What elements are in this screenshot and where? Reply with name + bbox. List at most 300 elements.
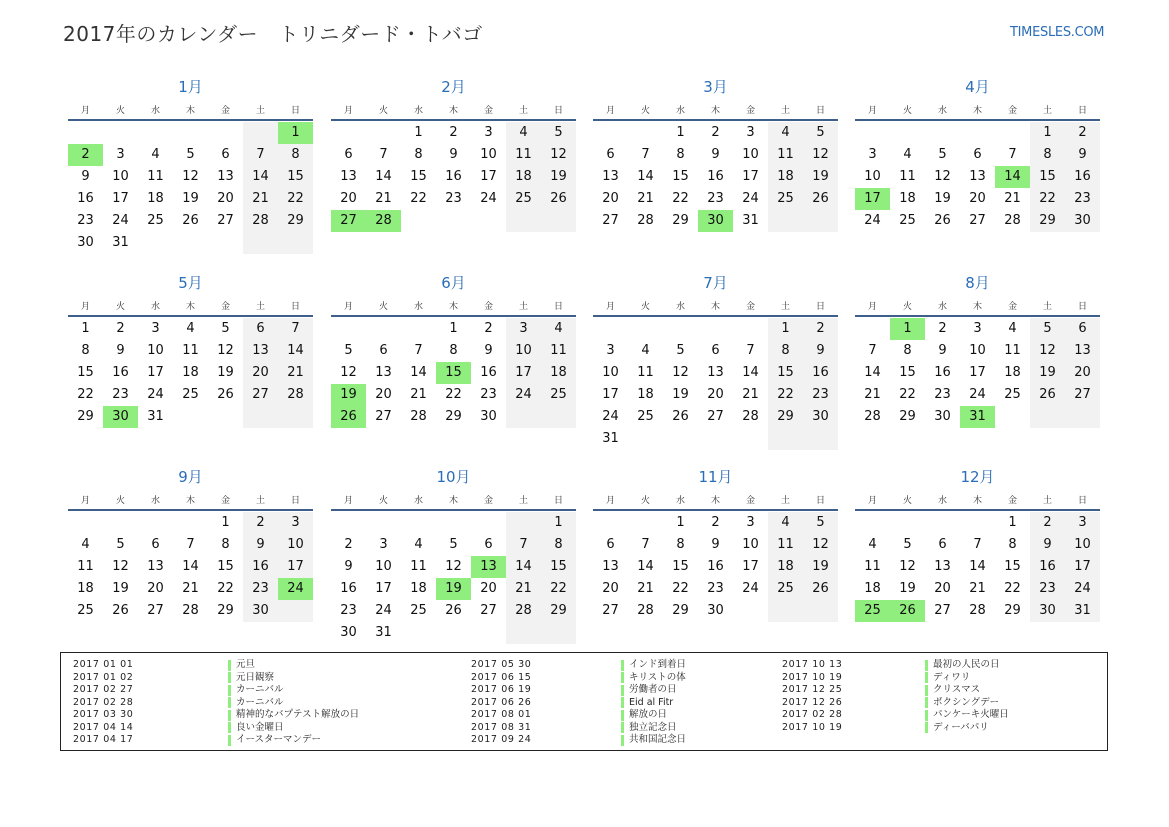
day-cell: 22 — [672, 191, 689, 206]
day-cell: 15 — [777, 365, 794, 380]
day-cell: 2 — [1078, 125, 1087, 140]
weekday-label: 木 — [972, 496, 982, 506]
holiday-name: ボクシングデー — [933, 696, 1000, 708]
holiday-date: 2017 10 19 — [782, 671, 843, 683]
weekday-label: 火 — [902, 496, 912, 506]
site-logo[interactable]: TIMESLES.COM — [1010, 25, 1105, 40]
weekday-label: 金 — [220, 496, 230, 506]
weekday-label: 月 — [80, 302, 90, 312]
day-cell: 3 — [1078, 515, 1087, 530]
day-cell: 20 — [217, 191, 234, 206]
month-4 — [855, 76, 1100, 256]
month-name: 8月 — [965, 274, 990, 292]
weekday-header — [593, 103, 838, 117]
day-cell: 29 — [217, 603, 234, 618]
day-cell: 31 — [112, 235, 129, 250]
holiday-marker — [621, 722, 624, 733]
day-cell: 11 — [515, 147, 532, 162]
day-cell: 15 — [672, 559, 689, 574]
holiday-name: 労働者の日 — [629, 684, 677, 695]
day-cell: 14 — [410, 365, 427, 380]
weekday-label: 月 — [80, 106, 90, 116]
header-rule — [68, 315, 313, 317]
day-cell: 3 — [519, 321, 528, 336]
weekday-label: 火 — [115, 302, 125, 312]
day-cell: 14 — [375, 169, 392, 184]
day-cell: 19 — [672, 387, 689, 402]
weekday-header — [855, 103, 1100, 117]
day-cell: 20 — [480, 581, 497, 596]
day-cell: 27 — [707, 409, 724, 424]
day-cell: 18 — [1004, 365, 1021, 380]
day-cell: 8 — [81, 343, 90, 358]
day-cell: 7 — [973, 537, 982, 552]
day-cell: 15 — [287, 169, 304, 184]
day-cell: 4 — [781, 515, 790, 530]
day-cell: 9 — [484, 343, 493, 358]
day-cell: 26 — [182, 213, 199, 228]
day-cell: 22 — [672, 581, 689, 596]
holiday-name: パンケーキ火曜日 — [933, 709, 1009, 720]
weekday-label: 水 — [675, 496, 685, 506]
month-name: 1月 — [178, 78, 203, 96]
weekday-header — [68, 493, 313, 507]
holiday-marker — [228, 660, 231, 671]
day-cell: 14 — [969, 559, 986, 574]
weekday-label: 月 — [80, 496, 90, 506]
month-name: 3月 — [703, 78, 728, 96]
day-cell: 7 — [641, 537, 650, 552]
day-cell: 11 — [637, 365, 654, 380]
day-cell: 29 — [1004, 603, 1021, 618]
day-cell: 9 — [1043, 537, 1052, 552]
day-cell: 28 — [637, 213, 654, 228]
day-cell: 19 — [217, 365, 234, 380]
day-cell: 18 — [777, 559, 794, 574]
weekday-label: 火 — [902, 302, 912, 312]
holiday-day-cell: 24 — [278, 578, 313, 600]
holiday-date: 2017 04 17 — [73, 734, 134, 745]
holiday-marker — [228, 672, 231, 683]
month-3 — [593, 76, 838, 256]
day-cell: 10 — [602, 365, 619, 380]
day-cell: 8 — [221, 537, 230, 552]
holiday-name: Eid al Fitr — [629, 696, 674, 708]
header-rule — [593, 509, 838, 511]
month-name: 4月 — [965, 78, 990, 96]
day-cell: 3 — [868, 147, 877, 162]
weekday-header — [855, 299, 1100, 313]
day-cell: 23 — [480, 387, 497, 402]
day-cell: 11 — [77, 559, 94, 574]
weekday-label: 木 — [972, 302, 982, 312]
day-cell: 23 — [707, 581, 724, 596]
day-cell: 25 — [777, 191, 794, 206]
weekday-header — [331, 299, 576, 313]
holiday-date: 2017 03 30 — [73, 709, 134, 720]
day-cell: 25 — [637, 409, 654, 424]
holiday-date: 2017 08 01 — [471, 709, 532, 720]
day-cell: 20 — [252, 365, 269, 380]
day-cell: 2 — [484, 321, 493, 336]
day-cell: 13 — [602, 169, 619, 184]
day-cell: 6 — [379, 343, 388, 358]
weekday-label: 木 — [710, 106, 720, 116]
day-cell: 20 — [934, 581, 951, 596]
month-name: 10月 — [436, 468, 471, 486]
day-cell: 26 — [217, 387, 234, 402]
day-cell: 14 — [864, 365, 881, 380]
header-rule — [855, 509, 1100, 511]
day-cell: 23 — [112, 387, 129, 402]
weekday-label: 木 — [185, 106, 195, 116]
day-cell: 3 — [606, 343, 615, 358]
day-cell: 28 — [742, 409, 759, 424]
day-cell: 4 — [151, 147, 160, 162]
day-cell: 29 — [77, 409, 94, 424]
weekday-label: 日 — [1077, 496, 1087, 506]
weekday-label: 火 — [902, 106, 912, 116]
day-cell: 22 — [1039, 191, 1056, 206]
day-cell: 5 — [449, 537, 458, 552]
day-cell: 2 — [344, 537, 353, 552]
weekday-label: 金 — [1007, 302, 1017, 312]
month-9 — [68, 466, 313, 646]
day-cell: 28 — [182, 603, 199, 618]
day-cell: 18 — [515, 169, 532, 184]
weekday-label: 水 — [413, 496, 423, 506]
day-cell: 12 — [812, 537, 829, 552]
day-cell: 9 — [711, 147, 720, 162]
weekday-header — [68, 103, 313, 117]
day-cell: 3 — [291, 515, 300, 530]
day-cell: 23 — [77, 213, 94, 228]
weekday-label: 日 — [290, 496, 300, 506]
day-cell: 6 — [151, 537, 160, 552]
day-cell: 8 — [903, 343, 912, 358]
holiday-date: 2017 02 27 — [73, 684, 134, 695]
holiday-day-cell: 30 — [103, 406, 138, 428]
day-cell: 13 — [375, 365, 392, 380]
weekday-label: 月 — [343, 496, 353, 506]
month-name: 2月 — [441, 78, 466, 96]
day-cell: 24 — [864, 213, 881, 228]
day-cell: 8 — [781, 343, 790, 358]
day-cell: 25 — [515, 191, 532, 206]
day-cell: 21 — [864, 387, 881, 402]
day-cell: 12 — [217, 343, 234, 358]
day-cell: 6 — [606, 537, 615, 552]
weekday-label: 月 — [343, 302, 353, 312]
holiday-name: カーニバル — [236, 696, 284, 708]
weekday-label: 木 — [710, 496, 720, 506]
holiday-date: 2017 06 15 — [471, 671, 532, 683]
day-cell: 7 — [414, 343, 423, 358]
day-cell: 29 — [672, 213, 689, 228]
day-cell: 5 — [938, 147, 947, 162]
holiday-marker — [621, 735, 624, 746]
day-cell: 8 — [291, 147, 300, 162]
day-cell: 12 — [812, 147, 829, 162]
day-cell: 16 — [112, 365, 129, 380]
day-cell: 18 — [410, 581, 427, 596]
day-cell: 4 — [554, 321, 563, 336]
weekday-label: 金 — [745, 496, 755, 506]
holiday-date: 2017 01 01 — [73, 659, 134, 670]
day-cell: 12 — [899, 559, 916, 574]
weekday-label: 土 — [255, 496, 265, 506]
day-cell: 20 — [1074, 365, 1091, 380]
holiday-name: 元日観察 — [236, 671, 275, 683]
day-cell: 20 — [707, 387, 724, 402]
weekday-header — [331, 493, 576, 507]
day-cell: 9 — [449, 147, 458, 162]
day-cell: 19 — [899, 581, 916, 596]
weekday-label: 火 — [115, 106, 125, 116]
day-cell: 22 — [777, 387, 794, 402]
header-rule — [593, 119, 838, 121]
day-cell: 13 — [707, 365, 724, 380]
weekday-label: 月 — [867, 496, 877, 506]
holiday-date: 2017 10 13 — [782, 659, 843, 670]
weekday-header — [331, 103, 576, 117]
day-cell: 27 — [147, 603, 164, 618]
day-cell: 11 — [1004, 343, 1021, 358]
day-cell: 15 — [410, 169, 427, 184]
day-cell: 10 — [515, 343, 532, 358]
holiday-name: 共和国記念日 — [629, 734, 687, 745]
day-cell: 9 — [256, 537, 265, 552]
weekday-label: 木 — [448, 302, 458, 312]
weekday-label: 金 — [483, 496, 493, 506]
day-cell: 5 — [676, 343, 685, 358]
day-cell: 12 — [445, 559, 462, 574]
day-cell: 5 — [903, 537, 912, 552]
day-cell: 10 — [864, 169, 881, 184]
holiday-date: 2017 08 31 — [471, 721, 532, 733]
day-cell: 15 — [1039, 169, 1056, 184]
day-cell: 12 — [182, 169, 199, 184]
day-cell: 15 — [672, 169, 689, 184]
day-cell: 17 — [1074, 559, 1091, 574]
day-cell: 22 — [287, 191, 304, 206]
month-7 — [593, 272, 838, 452]
day-cell: 13 — [147, 559, 164, 574]
day-cell: 8 — [1043, 147, 1052, 162]
weekday-label: 日 — [553, 106, 563, 116]
holiday-date: 2017 06 26 — [471, 696, 532, 708]
day-cell: 7 — [379, 147, 388, 162]
day-cell: 24 — [742, 581, 759, 596]
header-rule — [68, 509, 313, 511]
day-cell: 21 — [637, 581, 654, 596]
day-cell: 3 — [379, 537, 388, 552]
weekday-label: 日 — [290, 302, 300, 312]
day-cell: 23 — [340, 603, 357, 618]
holiday-name: クリスマス — [933, 684, 981, 695]
holiday-marker — [925, 722, 928, 733]
weekday-label: 土 — [518, 302, 528, 312]
weekday-label: 土 — [255, 302, 265, 312]
day-cell: 4 — [81, 537, 90, 552]
weekday-label: 水 — [675, 302, 685, 312]
day-cell: 8 — [554, 537, 563, 552]
weekday-label: 月 — [605, 302, 615, 312]
weekday-label: 水 — [413, 302, 423, 312]
day-cell: 11 — [864, 559, 881, 574]
holiday-name: 良い金曜日 — [236, 721, 284, 733]
month-6 — [331, 272, 576, 452]
holiday-date: 2017 01 02 — [73, 671, 134, 683]
weekday-label: 金 — [220, 302, 230, 312]
day-cell: 27 — [969, 213, 986, 228]
month-name: 11月 — [698, 468, 733, 486]
day-cell: 26 — [1039, 387, 1056, 402]
day-cell: 7 — [1008, 147, 1017, 162]
weekday-label: 日 — [815, 302, 825, 312]
weekday-label: 日 — [815, 106, 825, 116]
day-cell: 24 — [742, 191, 759, 206]
day-cell: 16 — [1039, 559, 1056, 574]
holiday-date: 2017 12 25 — [782, 684, 843, 695]
holiday-day-cell: 1 — [890, 318, 925, 340]
weekday-label: 月 — [605, 106, 615, 116]
day-cell: 19 — [812, 559, 829, 574]
weekday-label: 土 — [780, 496, 790, 506]
day-cell: 18 — [899, 191, 916, 206]
day-cell: 22 — [77, 387, 94, 402]
day-cell: 21 — [375, 191, 392, 206]
day-cell: 25 — [1004, 387, 1021, 402]
holiday-marker — [925, 710, 928, 721]
day-cell: 12 — [934, 169, 951, 184]
day-cell: 13 — [934, 559, 951, 574]
day-cell: 30 — [340, 625, 357, 640]
day-cell: 16 — [480, 365, 497, 380]
holiday-marker — [621, 660, 624, 671]
holiday-name: カーニバル — [236, 684, 284, 695]
day-cell: 9 — [711, 537, 720, 552]
day-cell: 19 — [812, 169, 829, 184]
month-name: 7月 — [703, 274, 728, 292]
weekday-label: 日 — [1077, 106, 1087, 116]
day-cell: 4 — [1008, 321, 1017, 336]
day-cell: 12 — [340, 365, 357, 380]
day-cell: 26 — [934, 213, 951, 228]
day-cell: 26 — [550, 191, 567, 206]
day-cell: 23 — [934, 387, 951, 402]
day-cell: 18 — [864, 581, 881, 596]
day-cell: 23 — [812, 387, 829, 402]
holiday-date: 2017 02 28 — [782, 709, 843, 720]
day-cell: 1 — [449, 321, 458, 336]
day-cell: 2 — [1043, 515, 1052, 530]
holiday-date: 2017 05 30 — [471, 659, 532, 670]
weekday-label: 土 — [780, 302, 790, 312]
day-cell: 28 — [1004, 213, 1021, 228]
day-cell: 12 — [550, 147, 567, 162]
day-cell: 21 — [1004, 191, 1021, 206]
day-cell: 28 — [252, 213, 269, 228]
day-cell: 7 — [256, 147, 265, 162]
day-cell: 20 — [147, 581, 164, 596]
weekday-label: 月 — [867, 106, 877, 116]
day-cell: 31 — [1074, 603, 1091, 618]
header-rule — [68, 119, 313, 121]
month-8 — [855, 272, 1100, 452]
day-cell: 24 — [480, 191, 497, 206]
month-10 — [331, 466, 576, 646]
day-cell: 10 — [287, 537, 304, 552]
weekday-label: 月 — [605, 496, 615, 506]
day-cell: 15 — [899, 365, 916, 380]
day-cell: 9 — [938, 343, 947, 358]
day-cell: 14 — [637, 169, 654, 184]
day-cell: 17 — [147, 365, 164, 380]
weekday-label: 水 — [675, 106, 685, 116]
weekday-label: 土 — [1042, 496, 1052, 506]
day-cell: 10 — [480, 147, 497, 162]
day-cell: 27 — [375, 409, 392, 424]
weekday-header — [855, 493, 1100, 507]
day-cell: 29 — [445, 409, 462, 424]
day-cell: 29 — [550, 603, 567, 618]
day-cell: 4 — [641, 343, 650, 358]
header-rule — [855, 119, 1100, 121]
month-name: 12月 — [960, 468, 995, 486]
day-cell: 10 — [742, 537, 759, 552]
holiday-marker — [925, 660, 928, 671]
holiday-day-cell: 17 — [855, 188, 890, 210]
day-cell: 11 — [550, 343, 567, 358]
weekday-label: 金 — [1007, 106, 1017, 116]
holiday-name: キリストの体 — [629, 671, 686, 683]
day-cell: 4 — [903, 147, 912, 162]
day-cell: 29 — [899, 409, 916, 424]
day-cell: 1 — [676, 515, 685, 530]
day-cell: 14 — [182, 559, 199, 574]
day-cell: 18 — [550, 365, 567, 380]
day-cell: 3 — [746, 515, 755, 530]
weekday-label: 月 — [343, 106, 353, 116]
weekday-label: 火 — [378, 302, 388, 312]
day-cell: 30 — [934, 409, 951, 424]
day-cell: 12 — [672, 365, 689, 380]
day-cell: 9 — [81, 169, 90, 184]
weekday-label: 木 — [972, 106, 982, 116]
day-cell: 1 — [781, 321, 790, 336]
day-cell: 24 — [1074, 581, 1091, 596]
month-11 — [593, 466, 838, 646]
day-cell: 25 — [182, 387, 199, 402]
day-cell: 6 — [256, 321, 265, 336]
holiday-date: 2017 12 26 — [782, 696, 843, 708]
day-cell: 17 — [480, 169, 497, 184]
day-cell: 16 — [812, 365, 829, 380]
holiday-marker — [228, 735, 231, 746]
header-rule — [593, 315, 838, 317]
day-cell: 11 — [777, 537, 794, 552]
day-cell: 18 — [147, 191, 164, 206]
day-cell: 12 — [1039, 343, 1056, 358]
day-cell: 24 — [147, 387, 164, 402]
day-cell: 17 — [515, 365, 532, 380]
weekday-label: 水 — [150, 496, 160, 506]
day-cell: 1 — [1043, 125, 1052, 140]
day-cell: 4 — [186, 321, 195, 336]
day-cell: 27 — [602, 213, 619, 228]
holiday-marker — [925, 685, 928, 696]
